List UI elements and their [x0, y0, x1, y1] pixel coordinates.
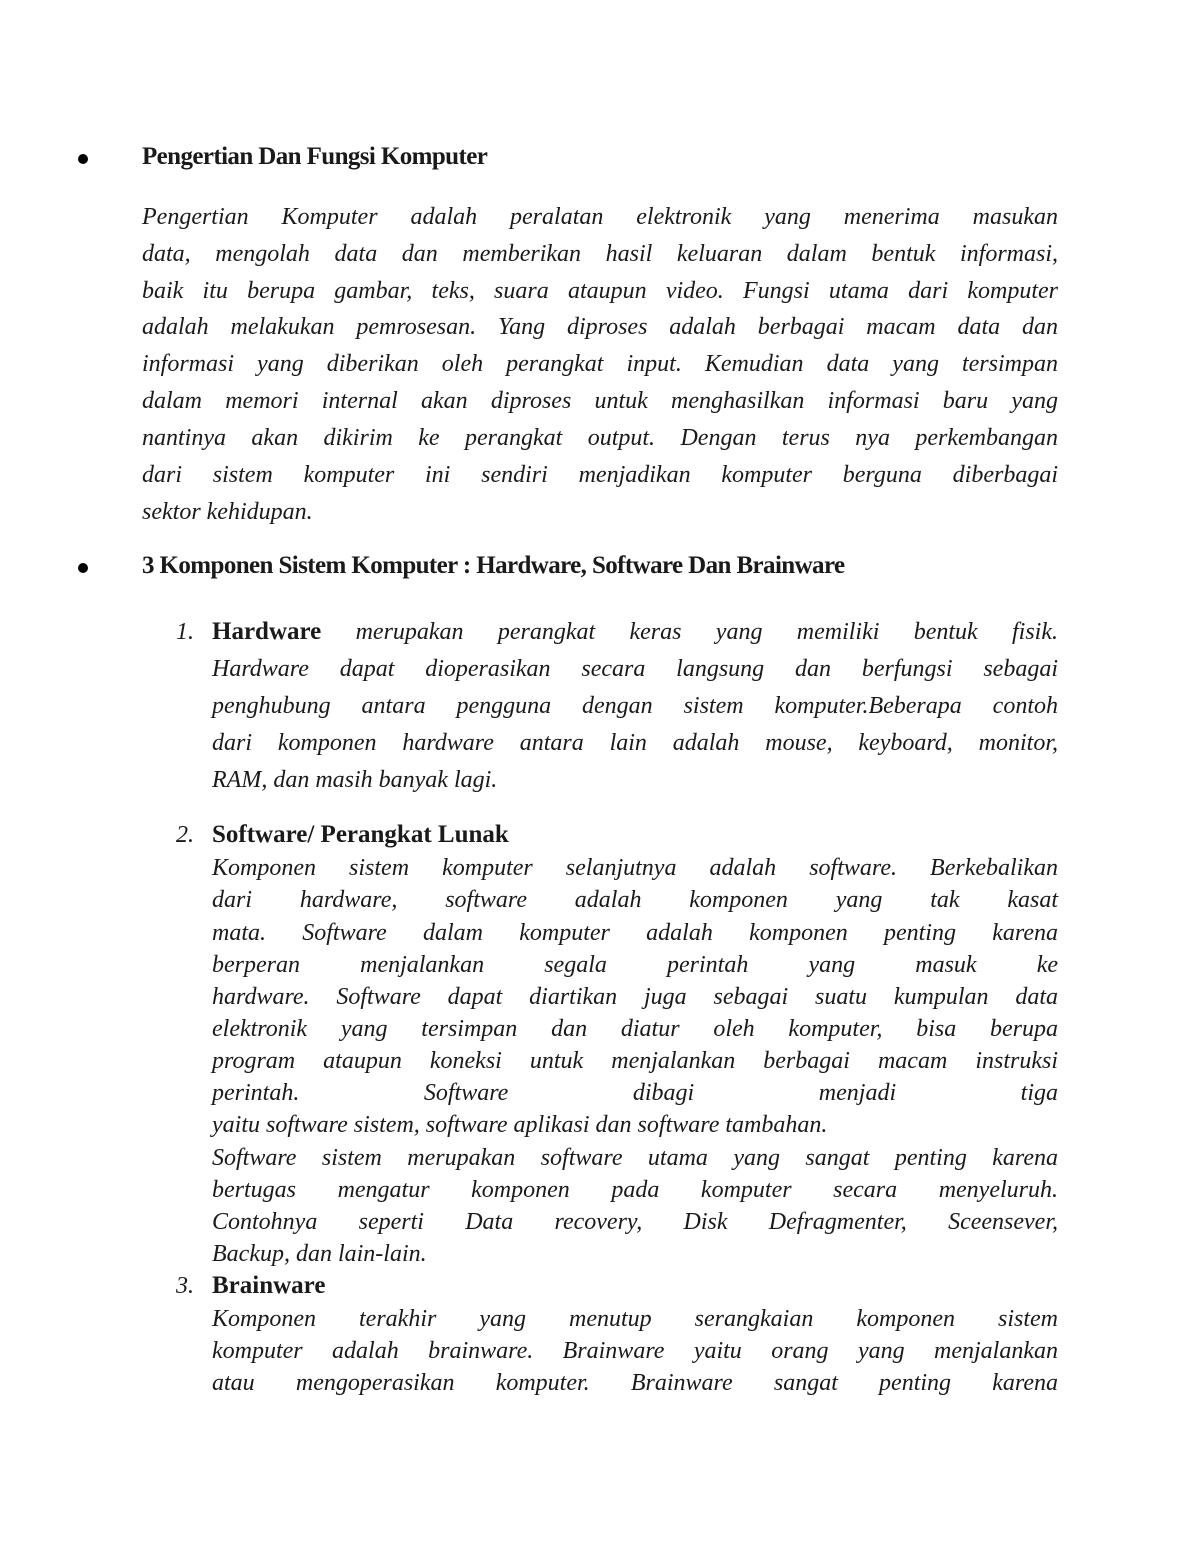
- item-title-hardware: Hardware: [212, 618, 322, 645]
- paragraph-line: mata. Software dalam komputer adalah komponen penting karena: [212, 920, 1058, 946]
- paragraph-line: atau mengoperasikan komputer. Brainware sangat penting karena: [212, 1370, 1058, 1396]
- paragraph-line: baik itu berupa gambar, teks, suara ataupun video. Fungsi utama dari komputer: [142, 278, 1058, 304]
- paragraph-line: elektronik yang tersimpan dan diatur oleh komputer, bisa berupa: [212, 1016, 1058, 1042]
- paragraph-line: [212, 617, 1058, 647]
- paragraph-line: Hardware dapat dioperasikan secara langsung dan berfungsi sebagai: [212, 656, 1058, 682]
- list-marker: 1.: [176, 619, 194, 645]
- paragraph-line: program ataupun koneksi untuk menjalankan berbagai macam instruksi: [212, 1048, 1058, 1074]
- item-title-brainware: Brainware: [212, 1272, 326, 1299]
- paragraph-line: Software sistem merupakan software utama yang sangat penting karena: [212, 1145, 1058, 1171]
- paragraph-line: hardware. Software dapat diartikan juga sebagai suatu kumpulan data: [212, 984, 1058, 1010]
- paragraph-line: RAM, dan masih banyak lagi.: [212, 767, 498, 793]
- paragraph-line: Pengertian Komputer adalah peralatan elektronik yang menerima masukan: [142, 204, 1058, 230]
- paragraph-line: sektor kehidupan.: [142, 499, 313, 525]
- bullet-icon: [78, 154, 88, 164]
- item-first-line-text: merupakan perangkat keras yang memiliki bentuk fisik.: [355, 619, 1059, 645]
- paragraph-line: perintah. Software dibagi menjadi tiga: [212, 1080, 1058, 1106]
- paragraph-line: dari komponen hardware antara lain adalah mouse, keyboard, monitor,: [212, 730, 1058, 756]
- paragraph-line: adalah melakukan pemrosesan. Yang diproses adalah berbagai macam data dan: [142, 314, 1058, 340]
- paragraph-line: Komponen sistem komputer selanjutnya adalah software. Berkebalikan: [212, 855, 1058, 881]
- list-marker: 2.: [176, 822, 194, 848]
- item-title-software: Software/ Perangkat Lunak: [212, 821, 509, 848]
- paragraph-line: data, mengolah data dan memberikan hasil keluaran dalam bentuk informasi,: [142, 241, 1058, 267]
- paragraph-line: dari hardware, software adalah komponen yang tak kasat: [212, 887, 1058, 913]
- paragraph-line: penghubung antara pengguna dengan sistem komputer.Beberapa contoh: [212, 693, 1058, 719]
- paragraph-line: Contohnya seperti Data recovery, Disk Defragmenter, Sceensever,: [212, 1209, 1058, 1235]
- paragraph-line: yaitu software sistem, software aplikasi dan software tambahan.: [212, 1112, 828, 1138]
- paragraph-line: dari sistem komputer ini sendiri menjadikan komputer berguna diberbagai: [142, 462, 1058, 488]
- paragraph-line: Backup, dan lain-lain.: [212, 1241, 427, 1267]
- paragraph-line: komputer adalah brainware. Brainware yaitu orang yang menjalankan: [212, 1338, 1058, 1364]
- paragraph-line: dalam memori internal akan diproses untuk menghasilkan informasi baru yang: [142, 388, 1058, 414]
- section-heading-komponen: 3 Komponen Sistem Komputer : Hardware, Software Dan Brainware: [142, 552, 845, 579]
- section-heading-pengertian: Pengertian Dan Fungsi Komputer: [142, 143, 488, 170]
- paragraph-line: informasi yang diberikan oleh perangkat input. Kemudian data yang tersimpan: [142, 351, 1058, 377]
- list-marker: 3.: [176, 1273, 194, 1299]
- paragraph-line: berperan menjalankan segala perintah yang masuk ke: [212, 952, 1058, 978]
- paragraph-line: bertugas mengatur komponen pada komputer secara menyeluruh.: [212, 1177, 1058, 1203]
- paragraph-line: Komponen terakhir yang menutup serangkaian komponen sistem: [212, 1306, 1058, 1332]
- bullet-icon: [78, 563, 88, 573]
- paragraph-line: nantinya akan dikirim ke perangkat output. Dengan terus nya perkembangan: [142, 425, 1058, 451]
